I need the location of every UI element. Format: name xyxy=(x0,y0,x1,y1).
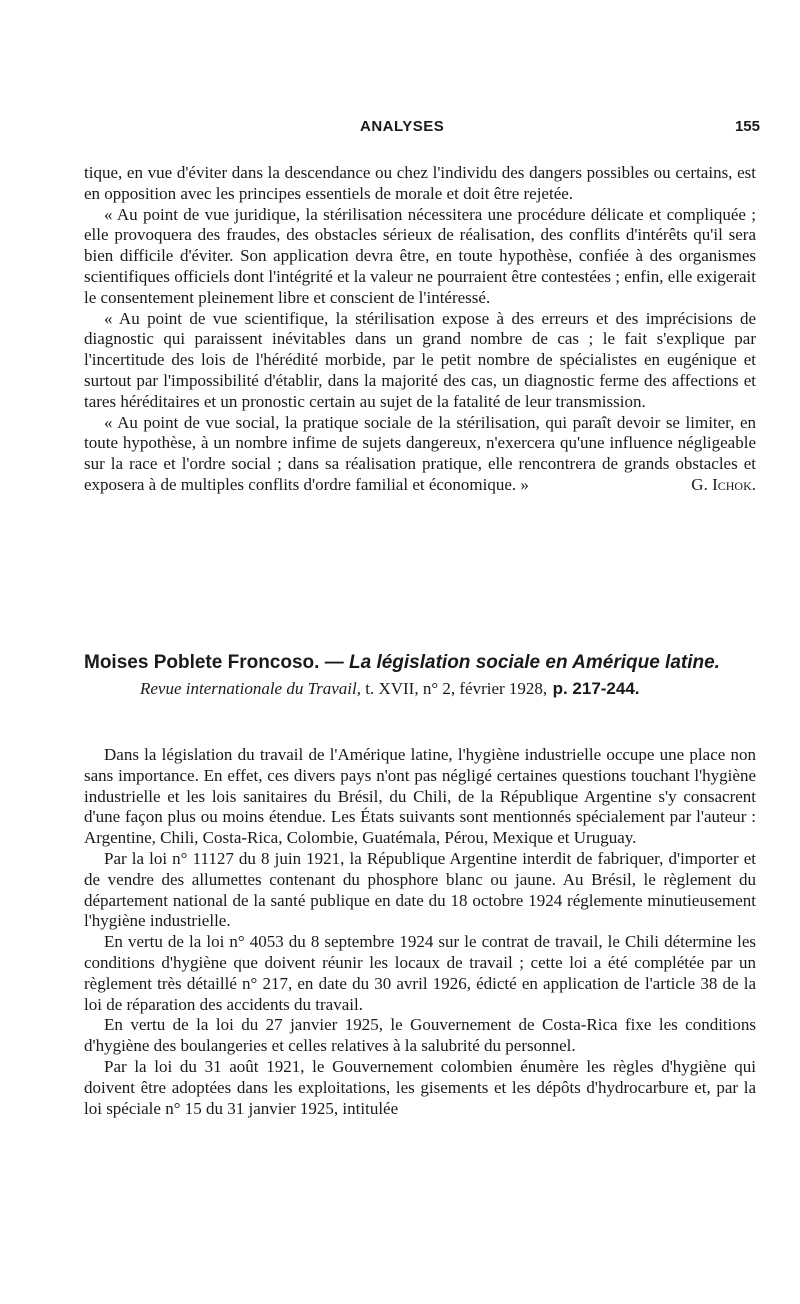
paragraph: En vertu de la loi n° 4053 du 8 septembre 1924 sur le contrat de travail, le Chili détermine les conditions d'hygiène que doivent réunir les locaux de travail ; cette loi a été complétée par un règlement très détaillé n° 217, en date du 30 avril 1926, édicté en application de l'article 38 de la loi de réparation des accidents du travail. xyxy=(84,932,756,1014)
page-number: 155 xyxy=(734,118,760,135)
reference-details xyxy=(84,676,756,702)
paragraph: Dans la législation du travail de l'Amérique latine, l'hygiène industrielle occupe une place non sans importance. En effet, ces divers pays n'ont pas négligé certaines questions touchant l'hygiène industrielle et les lois sanitaires du Brésil, du Chili, de la République Argentine s'y consacrent d'une façon plus ou moins étendue. Les États suivants sont mentionnés spécialement par l'auteur : Argentine, Chili, Costa-Rica, Colombie, Guatémala, Pérou, Mexique et Uruguay. xyxy=(84,745,756,848)
bibliographic-reference xyxy=(84,650,756,702)
review-body xyxy=(84,745,756,1119)
paragraph: « Au point de vue scientifique, la stérilisation expose à des erreurs et des imprécisions de diagnostic qui paraissent inévitables dans un grand nombre de cas ; le fait s'explique par l'incertitude des lois de l'hérédité morbide, par le petit nombre de spécialistes en eugénique et surtout par l'impossibilité d'établir, dans la majorité des cas, un diagnostic ferme des affections et tares héréditaires et un pronostic certain au sujet de la fatalité de leur transmission. xyxy=(84,308,756,411)
reference-title: La législation sociale en Amérique latine. xyxy=(349,652,720,673)
paragraph-text: « Au point de vue social, la pratique sociale de la stérilisation, qui paraît devoir se limiter, en toute hypothèse, à un nombre infime de sujets dangereux, n'exercera qu'une influence négligeable sur la race et l'ordre social ; dans sa réalisation pratique, elle rencontrera de grands obstacles et exposera à de multiples conflits d'ordre familial et économique. » xyxy=(84,412,756,494)
reference-pages: p. 217-244. xyxy=(552,679,640,698)
running-title: ANALYSES xyxy=(360,118,445,135)
paragraph: tique, en vue d'éviter dans la descendance ou chez l'individu des dangers possibles ou certains, est en opposition avec les principes essentiels de morale et doit être rejetée. xyxy=(84,163,756,203)
reference-dash: — xyxy=(319,652,349,673)
reference-author: Moises Poblete Froncoso. xyxy=(84,652,320,673)
paragraph: « Au point de vue juridique, la stérilisation nécessitera une procédure délicate et compliquée ; elle provoquera des fraudes, des obstacles sérieux de réalisation, des conflits d'intérêts qu'il sera bien difficile d'éviter. Son application devra être, en toute hypothèse, confiée à des organismes scientifiques officiels dont l'intégrité et la valeur ne pourraient être contestées ; enfin, elle exigerait le consentement pleinement libre et conscient de l'intéressé. xyxy=(84,204,756,307)
reference-volume: t. XVII, n° 2, février 1928, xyxy=(360,679,548,698)
previous-review-continuation xyxy=(84,163,756,496)
paragraph: Par la loi du 31 août 1921, le Gouvernement colombien énumère les règles d'hygiène qui doivent être adoptées dans les exploitations, les gisements et les dépôts d'hydrocarbure et, par la loi spéciale n° 15 du 31 janvier 1925, intitulée xyxy=(84,1056,756,1118)
reviewer-signature: G. Ichok. xyxy=(691,474,756,494)
paragraph: En vertu de la loi du 27 janvier 1925, le Gouvernement de Costa-Rica fixe les conditions d'hygiène des boulangeries et celles relatives à la salubrité du personnel. xyxy=(84,1015,756,1056)
reference-journal: Revue internationale du Travail, xyxy=(140,679,361,698)
paragraph xyxy=(84,413,756,496)
paragraph: Par la loi n° 11127 du 8 juin 1921, la République Argentine interdit de fabriquer, d'importer et de vendre des allumettes contenant du phosphore blanc ou jaune. Au Brésil, le règlement du département national de la santé publique en date du 18 octobre 1924 réglemente minutieusement l'hygiène industrielle. xyxy=(84,848,756,931)
